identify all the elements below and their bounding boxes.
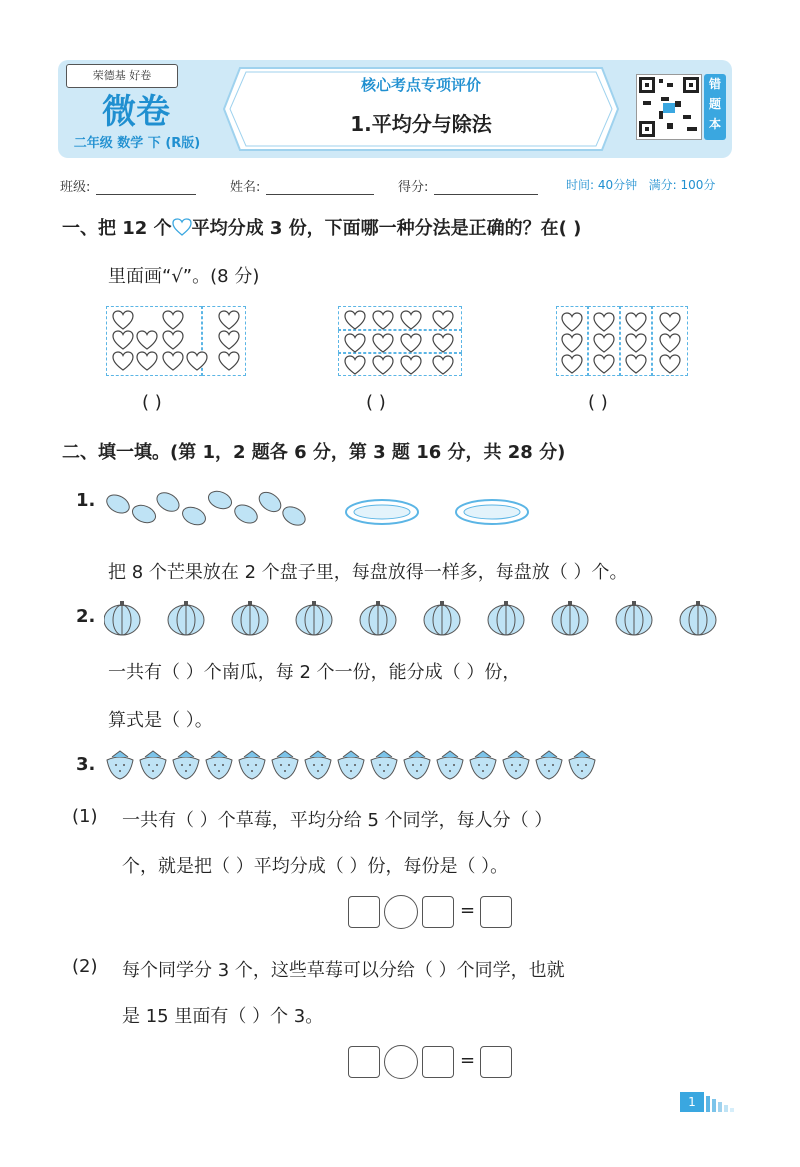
mango-icon [280,503,309,529]
heart-icon [432,333,454,353]
heart-icon [112,310,134,330]
strawberry-icon [569,751,595,779]
strawberry-icon [404,751,430,779]
q2-1-text: 把 8 个芒果放在 2 个盘子里，每盘放得一样多，每盘放（ ）个。 [108,562,628,583]
heart-icon [625,312,647,332]
strawberry-icon [107,751,133,779]
bars-icon [706,1094,740,1112]
sub1-line2: 个，就是把（ ）平均分成（ ）份，每份是（ ）。 [122,856,509,877]
name-field: 姓名: [230,176,374,195]
pumpkin-icon [552,601,588,635]
heart-icon [218,330,240,350]
heart-icon [593,354,615,374]
pumpkin-icon [296,601,332,635]
answer-box[interactable] [348,896,380,928]
heart-icon [400,355,422,375]
strawberry-icon [536,751,562,779]
heart-group [106,306,246,376]
answer-box[interactable] [480,1046,512,1078]
operator-circle[interactable] [384,1045,418,1079]
score-field: 得分: [398,176,538,195]
mango-icon [104,491,132,516]
sub2-line2: 是 15 里面有（ ）个 3。 [122,1006,324,1027]
heart-icon [625,354,647,374]
answer-paren-a[interactable]: ( ) [142,392,162,413]
heart-icon [162,351,184,371]
pumpkin-icon [616,601,652,635]
operator-circle[interactable] [384,895,418,929]
heart-icon [659,333,681,353]
strawberry-icon [503,751,529,779]
heart-icon [136,351,158,371]
pumpkin-icon [488,601,524,635]
pumpkin-icons [104,600,724,638]
heart-icon [593,333,615,353]
pumpkin-icon [232,601,268,635]
heart-icon [625,333,647,353]
heart-icon [372,310,394,330]
q1-line2: 里面画“√”。(8 分) [108,266,260,287]
equals-sign: = [460,900,476,921]
strawberry-icon [206,751,232,779]
mango-icon [256,488,285,515]
brand-logo: 荣德基 好卷 [66,64,178,88]
answer-box[interactable] [422,896,454,928]
strawberry-icons [104,748,604,782]
heart-group [556,306,688,376]
time-info: 时间: 40分钟 满分: 100分 [566,178,716,192]
pumpkin-icon [424,601,460,635]
strawberry-icon [140,751,166,779]
subject-label: 核心考点专项评价 [360,76,481,94]
strawberry-icon [239,751,265,779]
heart-icon [432,355,454,375]
heart-icon [162,310,184,330]
series-title: 微卷 [102,92,170,132]
sub1-line1: 一共有（ ）个草莓，平均分给 5 个同学，每人分（ ） [122,810,553,831]
heart-icon [162,330,184,350]
heart-icon [400,333,422,353]
q2-2-line2: 算式是（ ）。 [108,710,213,731]
sub2-label: (2) [72,956,98,977]
strawberry-icon [371,751,397,779]
heart-icon [186,351,208,371]
pumpkin-icon [680,601,716,635]
strawberry-icon [470,751,496,779]
strawberry-icon [173,751,199,779]
heart-icon [172,218,192,236]
heart-icon [112,351,134,371]
page-number: 1 [680,1092,704,1112]
q2-2-number: 2. [76,606,96,627]
mango-icon [130,502,158,526]
heart-icon [372,355,394,375]
heart-icon [344,333,366,353]
sub1-label: (1) [72,806,98,827]
pumpkin-icon [104,601,140,635]
q2-2-line1: 一共有（ ）个南瓜，每 2 个一份，能分成（ ）份， [108,662,521,683]
page-title: 1.平均分与除法 [350,112,492,136]
q2-3-number: 3. [76,754,96,775]
heart-icon [561,312,583,332]
answer-paren-c[interactable]: ( ) [588,392,608,413]
heart-icon [432,310,454,330]
q2-header: 二、填一填。(第 1，2 题各 6 分，第 3 题 16 分，共 28 分) [62,442,566,463]
equals-sign: = [460,1050,476,1071]
heart-icon [218,351,240,371]
heart-icon [218,310,240,330]
heart-icon [561,333,583,353]
mango-icon [232,501,261,526]
mango-icon [206,488,234,512]
mango-icons [104,484,314,532]
mango-icon [180,504,208,528]
heart-icon [659,312,681,332]
answer-box[interactable] [348,1046,380,1078]
pumpkin-icon [168,601,204,635]
heart-icon [372,333,394,353]
heart-icon [136,330,158,350]
qr-code-icon [636,74,702,140]
plate-icons [344,498,534,528]
error-book-badge: 错题本 [704,74,726,140]
q1-line1: 一、把 12 个 平均分成 3 份，下面哪一种分法是正确的？在( ) [62,218,582,239]
answer-paren-b[interactable]: ( ) [366,392,386,413]
q2-1-number: 1. [76,490,96,511]
heart-icon [561,354,583,374]
answer-box[interactable] [422,1046,454,1078]
heart-icon [400,310,422,330]
strawberry-icon [272,751,298,779]
strawberry-icon [338,751,364,779]
heart-icon [344,310,366,330]
strawberry-icon [437,751,463,779]
heart-icon [344,355,366,375]
pumpkin-icon [360,601,396,635]
mango-icon [154,489,183,515]
class-field: 班级: [60,176,196,195]
strawberry-icon [305,751,331,779]
answer-box[interactable] [480,896,512,928]
heart-icon [593,312,615,332]
heart-icon [659,354,681,374]
heart-icon [112,330,134,350]
grade-label: 二年级 数学 下 (R版) [73,136,201,151]
sub2-line1: 每个同学分 3 个，这些草莓可以分给（ ）个同学，也就 [122,960,565,981]
heart-group [338,306,462,376]
